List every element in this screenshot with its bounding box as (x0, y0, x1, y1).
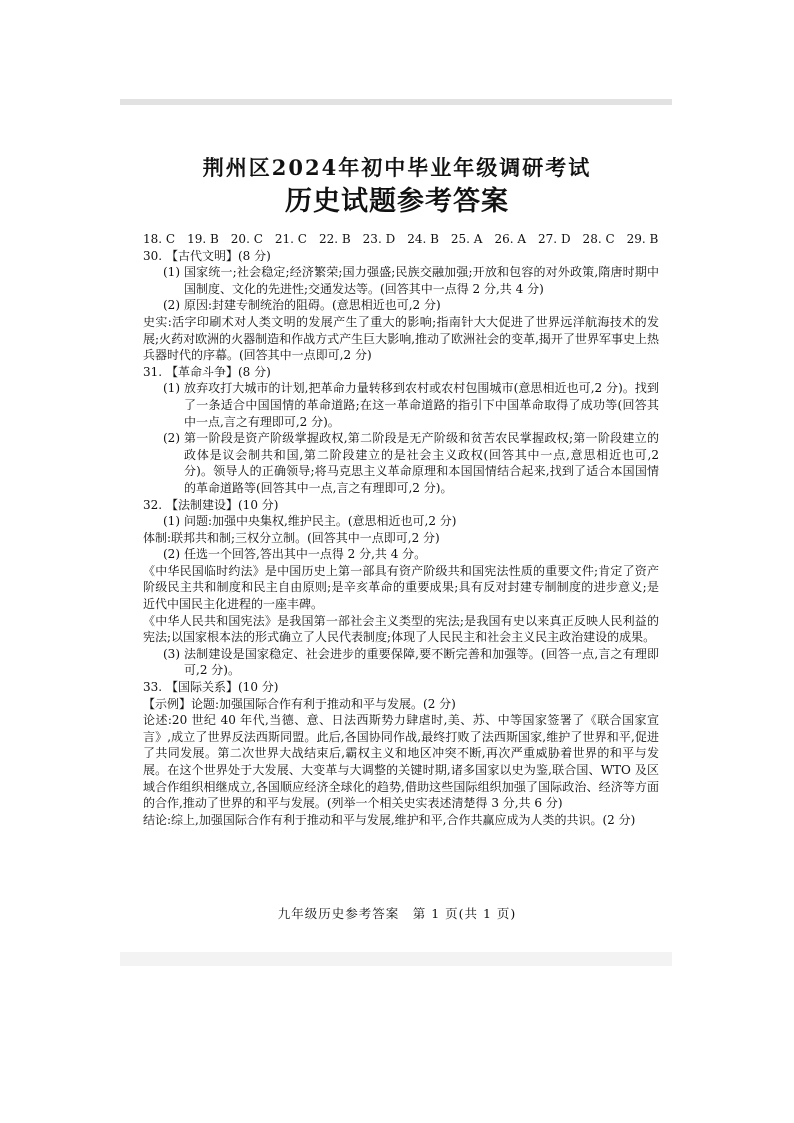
part-number: (1) (163, 381, 180, 396)
answer-body (143, 231, 659, 828)
question-32-prc-constitution: 《中华人民共和国宪法》是我国第一部社会主义类型的宪法;是我国有史以来真正反映人民利益的宪法;以国家根本法的形式确立了人民代表制度;体现了人民民主和社会主义民主政治建设的成果。 (143, 613, 659, 645)
question-31-part-2 (163, 430, 659, 496)
question-number: 32. (143, 497, 163, 512)
question-number: 31. (143, 364, 163, 379)
part-number: (2) (163, 547, 180, 562)
question-32-part-1-system: 体制:联邦共和制;三权分立制。(回答其中一点即可,2 分) (143, 530, 440, 545)
question-number: 33. (143, 680, 163, 695)
part-text: 放弃攻打大城市的计划,把革命力量转移到农村或农村包围城市(意思相近也可,2 分)。找到了一条适合中国国情的革命道路;在这一革命道路的指引下中国革命取得了成功等(回答其中一点,言之有理即可,2 分)。 (184, 381, 659, 429)
part-text: 第一阶段是资产阶级掌握政权,第二阶段是无产阶级和贫苦农民掌握政权;第一阶段建立的政体是议会制共和国,第二阶段建立的是社会主义政权(回答其中一点,意思相近也可,2 分)。领导人的正确领导;将马克思主义革命原理和本国国情结合起来,找到了适合本国国情的革命道路等(回答其中一点,言之有理即可,2 分)。 (184, 431, 659, 495)
question-30-heading (143, 248, 659, 265)
part-number: (1) (163, 514, 180, 529)
question-33-conclusion: 结论:综上,加强国际合作有利于推动和平与发展,维护和平,合作共赢应成为人类的共识。(2 分) (143, 812, 636, 827)
question-30-part-2-facts: 史实:活字印刷术对人类文明的发展产生了重大的影响;指南针大大促进了世界远洋航海技术的发展;火药对欧洲的火器制造和作战方式产生巨大影响,推动了欧洲社会的变革,揭开了世界军事史上热兵器时代的序幕。(回答其中一点即可,2 分) (143, 314, 659, 363)
question-32-provisional-constitution: 《中华民国临时约法》是中国历史上第一部具有资产阶级共和国宪法性质的重要文件;肯定了资产阶级民主共和制度和民主自由原则;是辛亥革命的重要成果;具有反对封建专制制度的进步意义;是近代中国民主化进程的一座丰碑。 (143, 563, 659, 612)
question-32-heading (143, 497, 659, 514)
question-33-argument: 论述:20 世纪 40 年代,当德、意、日法西斯势力肆虐时,美、苏、中等国家签署了《联合国家宣言》,成立了世界反法西斯同盟。此后,各国协同作战,最终打败了法西斯国家,维护了世界和平,促进了共同发展。第二次世界大战结束后,霸权主义和地区冲突不断,再次严重威胁着世界的和平与发展。在这个世界处于大发展、大变革与大调整的关键时期,诸多国家以史为鉴,联合国、WTO 及区域合作组织相继成立,各国顺应经济全球化的趋势,借助这些国际组织加强了国际政治、经济等方面的合作,推动了世界的和平与发展。(列举一个相关史实表述清楚得 3 分,共 6 分) (143, 713, 659, 811)
part-text: 问题:加强中央集权,维护民主。(意思相近也可,2 分) (184, 514, 457, 529)
question-32-part-3 (163, 646, 659, 679)
question-number: 30. (143, 248, 163, 263)
question-heading: 【法制建设】(10 分) (166, 497, 279, 512)
question-heading: 【古代文明】(8 分) (166, 248, 271, 263)
question-30-part-2 (163, 297, 659, 314)
question-heading: 【革命斗争】(8 分) (166, 364, 271, 379)
part-text: 法制建设是国家稳定、社会进步的重要保障,要不断完善和加强等。(回答一点,言之有理即可,2 分)。 (184, 646, 659, 678)
part-number: (2) (163, 298, 180, 313)
part-text: 任选一个回答,答出其中一点得 2 分,共 4 分。 (184, 547, 427, 562)
question-33-thesis: 【示例】论题:加强国际合作有利于推动和平与发展。(2 分) (143, 696, 456, 711)
part-number: (2) (163, 431, 180, 446)
document-title: 历史试题参考答案 (285, 186, 509, 217)
part-text: 国家统一;社会稳定;经济繁荣;国力强盛;民族交融加强;开放和包容的对外政策,隋唐时期中国制度、文化的先进性;交通发达等。(回答其中一点得 2 分,共 4 分) (184, 265, 659, 296)
question-30-part-1 (163, 264, 659, 297)
exam-title: 荆州区2024年初中毕业年级调研考试 (202, 155, 592, 180)
part-number: (1) (163, 265, 180, 280)
question-32-part-1 (163, 513, 659, 530)
multiple-choice-answers: 18. C 19. B 20. C 21. C 22. B 23. D 24. B 25. A 26. A 27. D 28. C 29. B (143, 232, 659, 246)
question-heading: 【国际关系】(10 分) (166, 680, 279, 695)
page-footer: 九年级历史参考答案 第 1 页(共 1 页) (277, 906, 517, 921)
part-text: 原因:封建专制统治的阻碍。(意思相近也可,2 分) (184, 298, 441, 313)
question-31-heading (143, 364, 659, 381)
question-31-part-1 (163, 380, 659, 430)
question-32-part-2 (163, 546, 659, 563)
scan-shade-bottom (120, 952, 672, 966)
scan-shade-top (120, 99, 672, 105)
part-number: (3) (163, 646, 180, 661)
question-33-heading (143, 679, 659, 696)
